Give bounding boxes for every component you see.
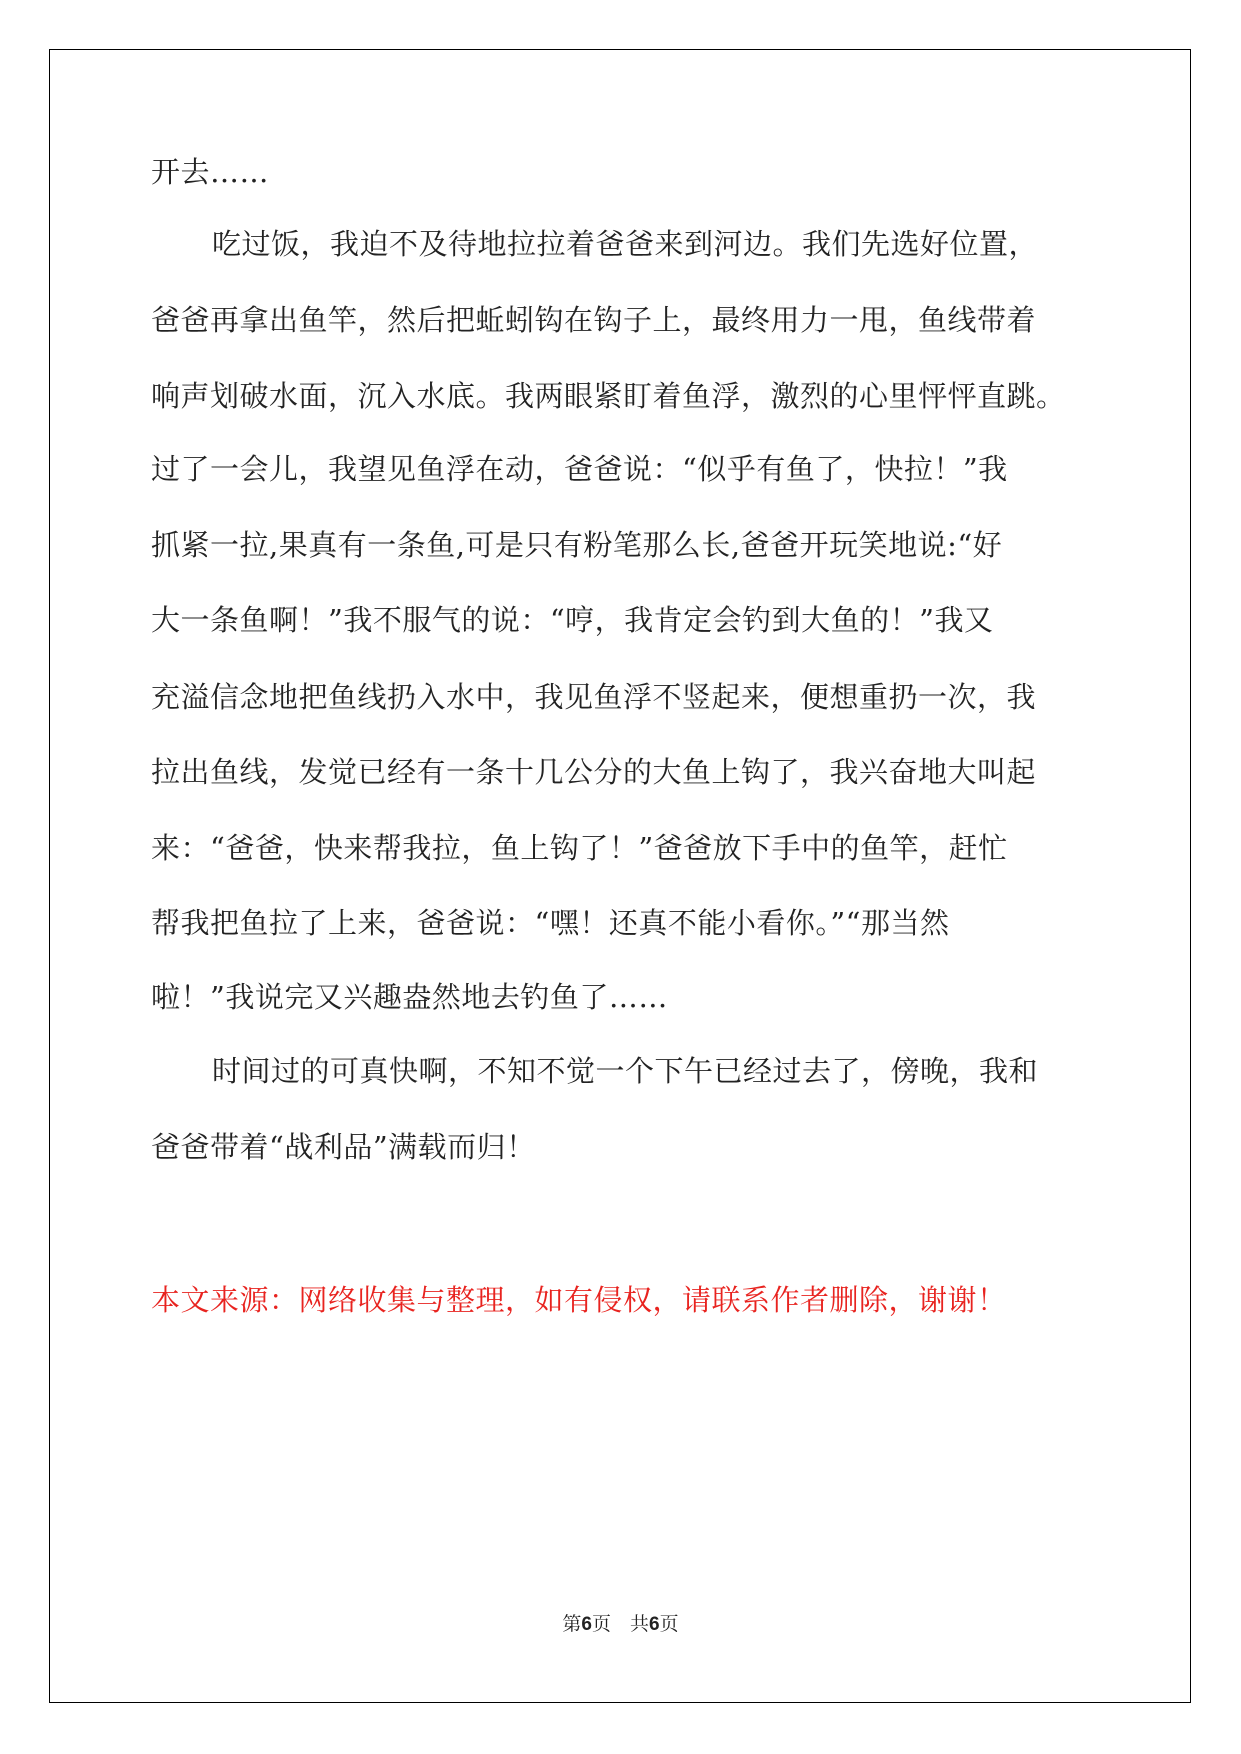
paragraph-line: 开去……	[151, 155, 270, 189]
paragraph-line: 充溢信念地把鱼线扔入水中，我见鱼浮不竖起来，便想重扔一次，我	[151, 680, 1037, 714]
footer-suffix: 页	[659, 1613, 679, 1635]
paragraph-line: 啦！”我说完又兴趣盎然地去钓鱼了……	[151, 980, 668, 1014]
paragraph-line: 过了一会儿，我望见鱼浮在动，爸爸说：“似乎有鱼了，快拉！”我	[151, 452, 1008, 486]
current-page-number: 6	[581, 1614, 592, 1635]
paragraph-line: 来：“爸爸，快来帮我拉，鱼上钩了！”爸爸放下手中的鱼竿，赶忙	[151, 831, 1008, 865]
footer-prefix: 第	[562, 1613, 582, 1635]
paragraph-line: 时间过的可真快啊，不知不觉一个下午已经过去了，傍晚，我和	[212, 1054, 1039, 1088]
paragraph-line: 大一条鱼啊！”我不服气的说：“哼，我肯定会钓到大鱼的！”我又	[151, 603, 994, 637]
paragraph-line: 爸爸带着“战利品”满载而归！	[151, 1130, 536, 1164]
total-pages-number: 6	[649, 1614, 660, 1635]
paragraph-line: 抓紧一拉,果真有一条鱼,可是只有粉笔那么长,爸爸开玩笑地说:“好	[151, 528, 1003, 562]
paragraph-line: 响声划破水面，沉入水底。我两眼紧盯着鱼浮，激烈的心里怦怦直跳。	[151, 379, 1066, 413]
paragraph-line: 帮我把鱼拉了上来，爸爸说：“嘿！还真不能小看你。”“那当然	[151, 906, 950, 940]
page-border	[49, 49, 1191, 1703]
source-note: 本文来源：网络收集与整理，如有侵权，请联系作者删除，谢谢！	[151, 1283, 1007, 1317]
page-footer	[0, 1612, 1241, 1637]
paragraph-line: 吃过饭，我迫不及待地拉拉着爸爸来到河边。我们先选好位置，	[212, 227, 1039, 261]
paragraph-line: 爸爸再拿出鱼竿，然后把蚯蚓钩在钩子上，最终用力一甩，鱼线带着	[151, 303, 1037, 337]
footer-middle: 页 共	[591, 1613, 649, 1635]
paragraph-line: 拉出鱼线，发觉已经有一条十几公分的大鱼上钩了，我兴奋地大叫起	[151, 755, 1037, 789]
